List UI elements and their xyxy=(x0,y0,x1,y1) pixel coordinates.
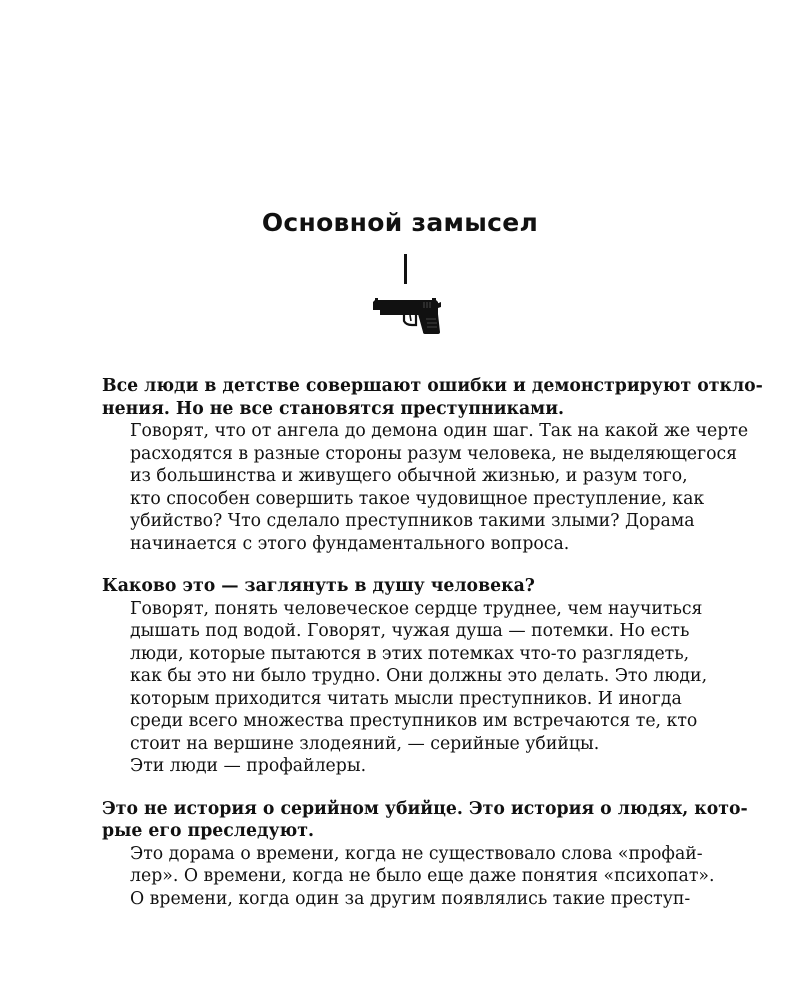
section-3-lead-line-2: рые его преследуют. xyxy=(102,821,314,841)
section-3-body-line-3: О времени, когда один за другим появлялись такие преступ- xyxy=(130,888,691,909)
section-3 xyxy=(102,798,748,911)
section-2-body-line-6: среди всего множества преступников им встречаются те, кто xyxy=(130,711,698,731)
section-1-body-line-1: Говорят, что от ангела до демона один шаг. Так на какой же черте xyxy=(130,421,749,441)
section-2-body-line-3: люди, которые пытаются в этих потемках что-то разглядеть, xyxy=(130,643,690,664)
title-vertical-rule xyxy=(404,254,407,284)
pistol-icon xyxy=(370,296,442,336)
section-2 xyxy=(102,575,712,778)
section-3-lead-line-1: Это не история о серийном убийце. Это история о людях, кото- xyxy=(102,798,748,819)
section-1 xyxy=(102,375,763,555)
section-2-body-line-2: дышать под водой. Говорят, чужая душа — потемки. Но есть xyxy=(130,621,690,641)
section-1-body-line-6: начинается с этого фундаментального вопроса. xyxy=(130,533,570,554)
section-3-body-line-1: Это дорама о времени, когда не существовало слова «профай- xyxy=(130,843,703,864)
chapter-title: Основной замысел xyxy=(261,208,539,237)
section-2-lead-line-1: Каково это — заглянуть в душу человека? xyxy=(102,576,535,596)
section-1-lead-line-1: Все люди в детстве совершают ошибки и демонстрируют откло- xyxy=(102,376,763,396)
section-1-body-line-3: из большинства и живущего обычной жизнью, и разум того, xyxy=(130,466,688,486)
section-2-body-line-5: которым приходится читать мысли преступников. И иногда xyxy=(130,688,682,709)
main-text xyxy=(102,375,763,930)
section-1-lead-line-2: нения. Но не все становятся преступниками. xyxy=(102,398,565,419)
section-2-body-line-1: Говорят, понять человеческое сердце труднее, чем научиться xyxy=(130,598,703,619)
section-2-body-line-4: как бы это ни было трудно. Они должны это делать. Это люди, xyxy=(130,666,708,686)
section-3-body-line-2: лер». О времени, когда не было еще даже понятия «психопат». xyxy=(130,866,715,886)
section-2-body-line-7: стоит на вершине злодеяний, — серийные убийцы. xyxy=(130,733,600,754)
section-2-body-line-8: Эти люди — профайлеры. xyxy=(130,756,367,776)
section-1-body-line-4: кто способен совершить такое чудовищное преступление, как xyxy=(130,488,705,509)
section-1-body-line-2: расходятся в разные стороны разум человека, не выделяющегося xyxy=(130,443,738,464)
section-1-body-line-5: убийство? Что сделало преступников такими злыми? Дорама xyxy=(130,511,695,531)
